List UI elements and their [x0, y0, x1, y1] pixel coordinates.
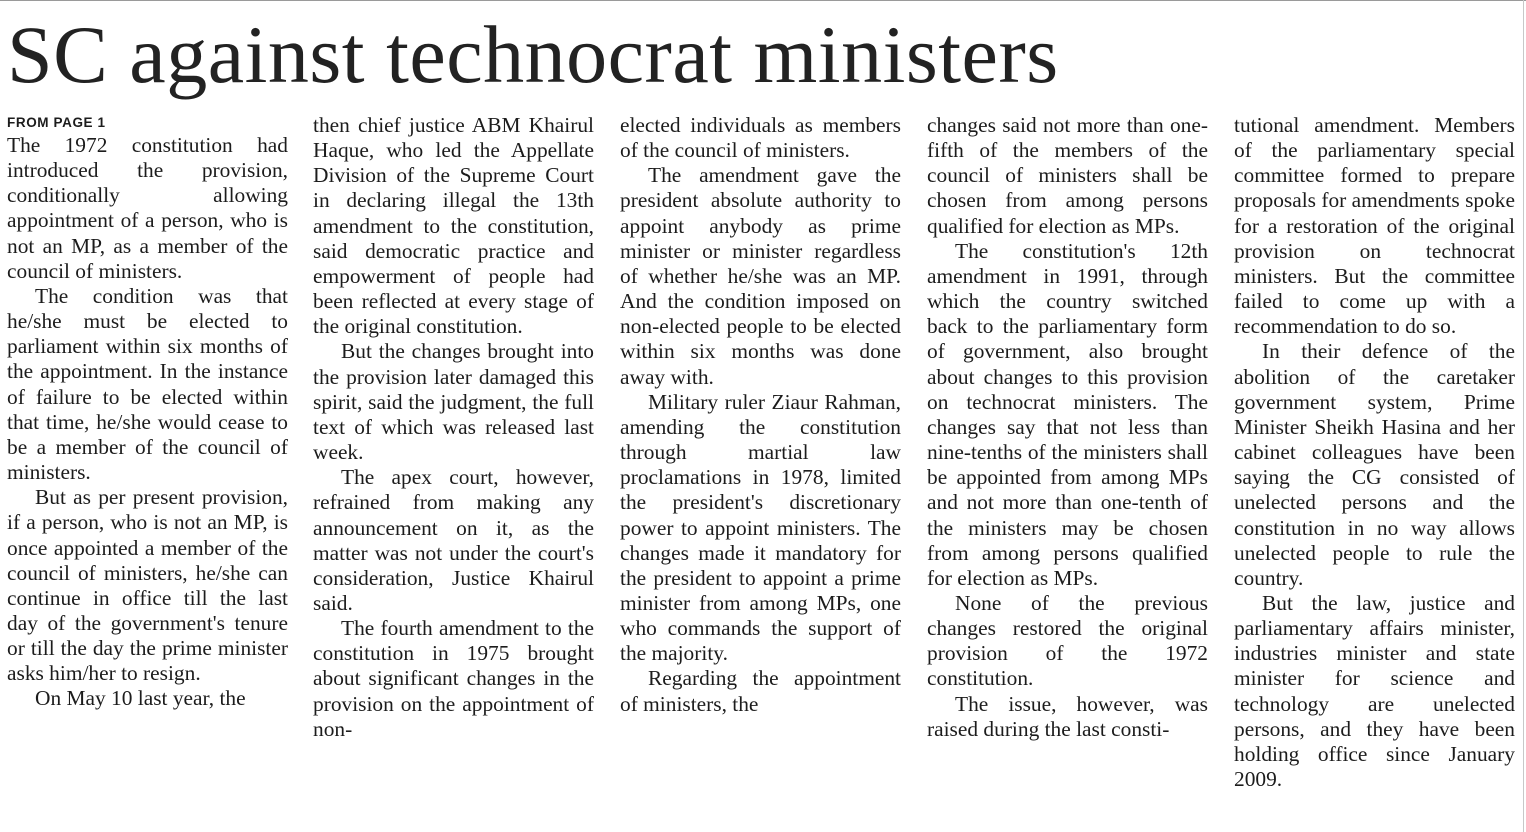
paragraph: The amendment gave the president absolute authority to appoint anybody as prime minister or minister regardless of whether he/she was an MP. And the condition imposed on non-elected people to be elected within six months was done away with.: [620, 163, 901, 389]
paragraph: The fourth amendment to the constitution in 1975 brought about significant changes in the provision on the appointment of non-: [313, 616, 594, 741]
paragraph: The 1972 constitution had introduced the provision, conditionally allowing appointment of a person, who is not an MP, as a member of the council of ministers.: [7, 133, 288, 283]
paragraph: But the law, justice and parliamentary affairs minister, industries minister and state minister for science and technology are unelected persons, and they have been holding office since January 2009.: [1234, 590, 1515, 792]
kicker-from-page-1: FROM PAGE 1: [7, 115, 106, 130]
paragraph: Military ruler Ziaur Rahman, amending the constitution through martial law proclamations in 1978, limited the president's discretionary power to appoint ministers. The changes made it mandatory for the president to appoint a prime minister from among MPs, one who commands the support of the majority.: [620, 389, 901, 666]
article-column-1: [7, 116, 288, 712]
article-headline: SC against technocrat ministers: [7, 9, 1059, 100]
article-column-5: [1234, 113, 1515, 792]
paragraph: The constitution's 12th amendment in 1991, through which the country switched back to the parliamentary form of government, also brought about changes to this provision on technocrat ministers. The changes say that not less than nine-tenths of the ministers shall be appointed from among MPs and not more than one-tenth of the ministers may be chosen from among persons qualified for election as MPs.: [927, 238, 1208, 590]
paragraph: The issue, however, was raised during the last consti-: [927, 691, 1208, 741]
paragraph: elected individuals as members of the council of ministers.: [620, 113, 901, 163]
paragraph: But as per present provision, if a person, who is not an MP, is once appointed a member of the council of ministers, he/she can continue in office till the last day of the government's tenure or till the day the prime minister asks him/her to resign.: [7, 485, 288, 686]
paragraph: None of the previous changes restored the original provision of the 1972 constitution.: [927, 590, 1208, 691]
paragraph: On May 10 last year, the: [35, 686, 246, 711]
right-column-rule: [1523, 0, 1524, 832]
paragraph: Regarding the appointment of ministers, the: [620, 666, 901, 716]
article-column-2: [313, 113, 594, 742]
paragraph: then chief justice ABM Khairul Haque, who led the Appellate Division of the Supreme Court in declaring illegal the 13th amendment to the constitution, said democratic practice and empowerment of people had been reflected at every stage of the original constitution.: [313, 113, 594, 339]
paragraph: In their defence of the abolition of the caretaker government system, Prime Minister Sheikh Hasina and her cabinet colleagues have been saying the CG consisted of unelected persons and the constitution in no way allows unelected people to rule the country.: [1234, 339, 1515, 590]
article-column-3: [620, 113, 901, 717]
top-rule: [0, 0, 1526, 1]
article-column-4: [927, 113, 1208, 742]
paragraph: The condition was that he/she must be elected to parliament within six months of the appointment. In the instance of failure to be elected within that time, he/she would cease to be a member of the council of ministers.: [7, 283, 288, 485]
paragraph: The apex court, however, refrained from making any announcement on it, as the matter was not under the court's consideration, Justice Khairul said.: [313, 465, 594, 615]
paragraph: changes said not more than one-fifth of the members of the council of ministers shall be chosen from among persons qualified for election as MPs.: [927, 113, 1208, 238]
paragraph: But the changes brought into the provision later damaged this spirit, said the judgment, the full text of which was released last week.: [313, 339, 594, 465]
paragraph: tutional amendment. Members of the parliamentary special committee formed to prepare proposals for amendments spoke for a restoration of the original provision on technocrat ministers. But the committee failed to come up with a recommendation to do so.: [1234, 113, 1515, 339]
